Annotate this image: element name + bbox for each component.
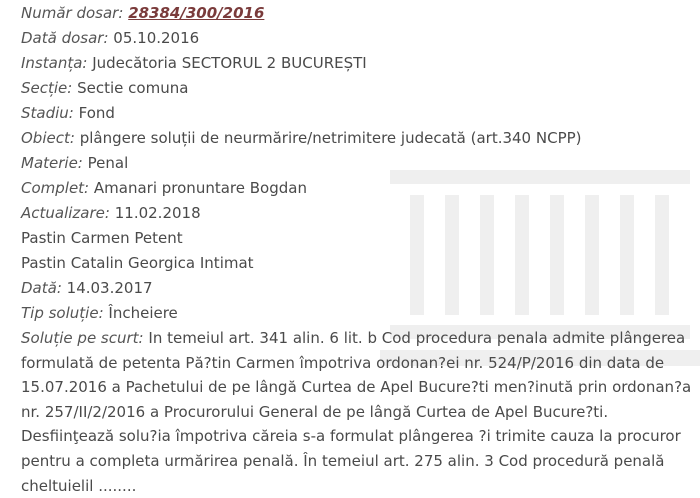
field-data-dosar [21, 26, 693, 51]
field-actualizare [21, 201, 693, 226]
value-complet: Amanari pronuntare Bogdan [93, 179, 307, 197]
label-data-sedinta: Dată: [21, 279, 62, 297]
party-petent: Pastin Carmen Petent [21, 229, 183, 247]
field-data-sedinta [21, 276, 693, 301]
label-sectie: Secție: [21, 79, 73, 97]
field-sectie [21, 76, 693, 101]
value-materie: Penal [87, 154, 129, 172]
field-materie [21, 151, 693, 176]
label-data-dosar: Dată dosar: [21, 29, 109, 47]
field-instanta [21, 51, 693, 76]
label-stadiu: Stadiu: [21, 104, 74, 122]
label-materie: Materie: [21, 154, 83, 172]
field-solutie-pe-scurt [21, 326, 693, 498]
field-obiect [21, 126, 693, 151]
label-numar-dosar: Număr dosar: [21, 4, 124, 22]
label-solutie-pe-scurt: Soluție pe scurt: [21, 329, 144, 347]
value-data-sedinta: 14.03.2017 [66, 279, 153, 297]
value-tip-solutie: Încheiere [108, 304, 178, 322]
label-tip-solutie: Tip soluție: [21, 304, 104, 322]
field-tip-solutie [21, 301, 693, 326]
label-obiect: Obiect: [21, 129, 75, 147]
case-number-link[interactable]: 28384/300/2016 [128, 4, 265, 22]
value-data-dosar: 05.10.2016 [113, 29, 200, 47]
field-complet [21, 176, 693, 201]
party-intimat: Pastin Catalin Georgica Intimat [21, 254, 254, 272]
label-complet: Complet: [21, 179, 90, 197]
field-numar-dosar [21, 1, 693, 26]
value-solutie-pe-scurt: In temeiul art. 341 alin. 6 lit. b Cod procedura penala admite plângerea formulată de petenta Pă?tin Carmen împotriva ordonan?ei nr. 524/P/2016 din data de 15.07.2016 a Pachetului de pe lângă Curtea de Apel Bucure?ti men?inută prin ordonan?a nr. 257/II/2/2016 a Procurorului General de pe lângă Curtea de Apel Bucure?ti. Desfiinţează solu?ia împotriva căreia s-a formulat plângerea ?i trimite cauza la procuror pentru a completa urmărirea penală. În temeiul art. 275 alin. 3 Cod procedură penală cheltuielil ........ [21, 329, 692, 495]
field-stadiu [21, 101, 693, 126]
value-sectie: Sectie comuna [77, 79, 189, 97]
label-instanta: Instanța: [21, 54, 88, 72]
value-obiect: plângere soluții de neurmărire/netrimitere judecată (art.340 NCPP) [79, 129, 582, 147]
value-instanta: Judecătoria SECTORUL 2 BUCUREȘTI [92, 54, 367, 72]
value-stadiu: Fond [78, 104, 115, 122]
value-actualizare: 11.02.2018 [114, 204, 201, 222]
case-record [21, 1, 693, 498]
label-actualizare: Actualizare: [21, 204, 110, 222]
